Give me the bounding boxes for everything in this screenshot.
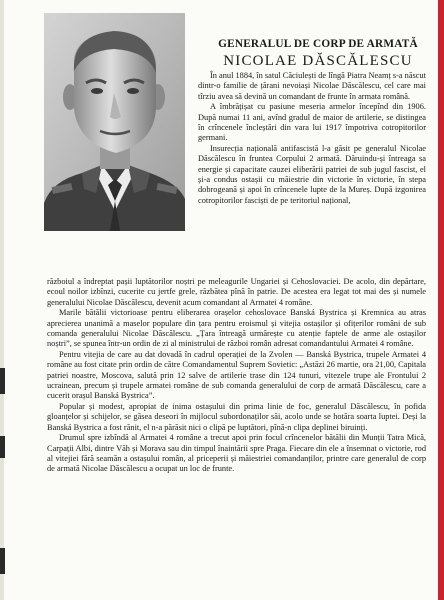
page-edge-mark	[0, 548, 5, 574]
page-left-edge	[0, 0, 4, 600]
full-width-text	[47, 277, 426, 475]
page-edge-mark	[0, 436, 5, 458]
paragraph: Insurecția națională antifascistă l-a găsit pe generalul Nicolae Dăscălescu în fruntea Corpului 2 armată. Dăruindu-și întreaga sa energie și capacitate cauzei eliberării patriei de sub jugul fascist, el și-a condus ostașii cu măiestrie din victorie în victorie, în stepa dobrogeană și apoi în crîncenele lupte de la Mureș. După izgonirea cotropitorilor fasciști de pe teritoriul național,	[198, 143, 426, 205]
paragraph: Pentru vitejia de care au dat dovadă în cadrul operației de la Zvolen — Banská Bystrica, trupele Armatei 4 române au fost citate prin ordin de către Comandamentul Suprem Sovietic: „Astăzi 26 martie, ora 21,00, Capitala patriei noastre, Moscova, salută prin 12 salve de artilerie trase din 124 tunuri, vitezele trupe ale Frontului 2 ucrainean, precum și trupele armatei române de sub comanda generalului de corp de armată Dăscălescu, care a cucerit orașul Banská Bystrica”.	[47, 349, 426, 401]
red-page-edge	[438, 0, 444, 600]
paragraph: Marile bătălii victorioase pentru eliberarea orașelor cehoslovace Banská Bystrica și Kremnica au atras aprecierea unanimă a maselor populare din țara pentru eroismul și vitejia ostașilor și ofițerilor români de sub comanda generalului Nicolae Dăscălescu. „Țara întreagă urmărește cu atenție faptele de arme ale ostașilor noștri”, se spunea într-un ordin de zi al ministrului de război român adresat comandantului Armatei 4 române.	[47, 308, 426, 349]
paragraph: Popular și modest, apropiat de inima ostașului din prima linie de foc, generalul Dăscălescu, în pofida gloanțelor și schijelor, se găsea deseori în mijlocul subordonaților săi, acolo unde se hotăra soarta luptei. Deși la Banská Bystrica a fost rănit, el n-a părăsit nici o clipă pe luptători, pînă-n clipa deplinei biruinți.	[47, 401, 426, 432]
title-rank: GENERALUL DE CORP DE ARMATĂ	[218, 38, 418, 50]
paragraph: războiul a îndreptat pașii luptătorilor noștri pe meleagurile Ungariei și Cehoslovaciei. De acolo, din depărtare, ecoul noilor izbînzi, cucerite cu jertfe grele, răzbătea pînă în patrie. De acestea era legat tot mai des și numele generalului Nicolae Dăscălescu, devenit acum comandant al Armatei 4 române.	[47, 277, 426, 307]
title-name: NICOLAE DĂSCĂLESCU	[223, 53, 413, 69]
paragraph: Drumul spre izbîndă al Armatei 4 române a trecut apoi prin focul crîncenelor bătălii din Munții Tatra Mică, Carpații Albi, dintre Văh și Morava sau din timpul înaintării spre Praga. Fiecare din ele a însemnat o victorie, rod al vitejiei fără seamăn a ostașului român, al priceperii și măiestriei comandanților, printre care generalul de corp de armată Nicolae Dăscălescu a ocupat un loc de frunte.	[47, 433, 426, 474]
paragraph: A îmbrățișat cu pasiune meseria armelor începînd din 1906. După numai 11 ani, avînd gradul de maior de artilerie, se distingea în crîncenele încleștări din vara lui 1917 împotriva cotropitorilor germani.	[198, 102, 426, 143]
article-title	[204, 38, 432, 70]
general-portrait-photo	[44, 13, 185, 231]
right-column-text	[198, 71, 426, 206]
page-edge-mark	[0, 368, 5, 394]
paragraph: În anul 1884, în satul Căciulești de lîngă Piatra Neamț s-a născut dintr-o familie de țărani nevoiași Nicolae Dăscălescu, cel care mai tîrziu avea să devină un comandant de frunte în armata română.	[198, 71, 426, 101]
